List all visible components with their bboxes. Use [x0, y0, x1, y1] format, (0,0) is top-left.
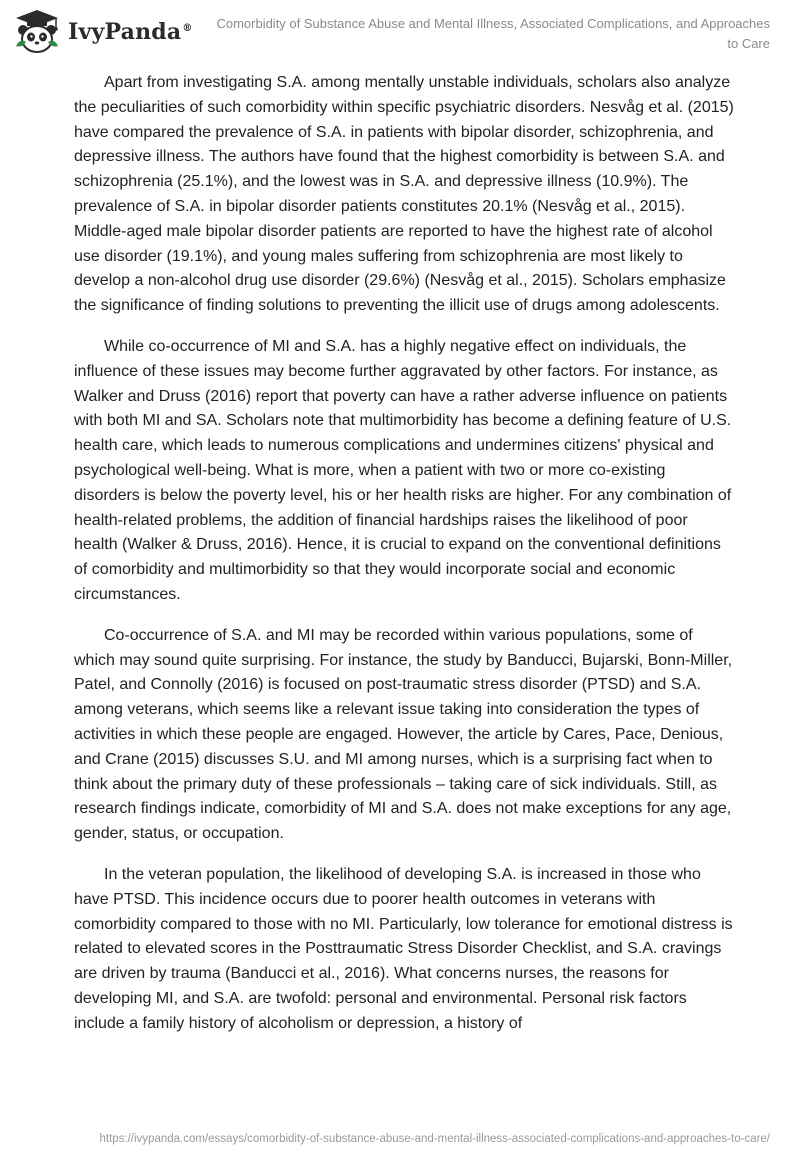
paragraph: In the veteran population, the likelihood of developing S.A. is increased in those who have PTSD. This incidence occurs due to poorer health outcomes in veterans with comorbidity compared to those with no MI. Particularly, low tolerance for emotional distress is related to elevated scores in the Posttraumatic Stress Disorder Checklist, and S.A. cravings are driven by trauma (Banducci et al., 2016). What concerns nurses, the reasons for developing MI, and S.A. are twofold: personal and environmental. Personal risk factors include a family history of alcoholism or depression, a history of [74, 865, 733, 1032]
logo-text: IvyPanda [68, 19, 182, 45]
registered-mark: ® [182, 22, 193, 34]
essay-body [74, 71, 734, 1052]
page-header [0, 0, 800, 60]
paragraph: Apart from investigating S.A. among mentally unstable individuals, scholars also analyze the peculiarities of such comorbidity within specific psychiatric disorders. Nesvåg et al. (2015) have compared the prevalence of S.A. in patients with bipolar disorder, schizophrenia, and depressive illness. The authors have found that the highest comorbidity is between S.A. and schizophrenia (25.1%), and the lowest was in S.A. and depressive illness (10.9%). The prevalence of S.A. in bipolar disorder patients constitutes 20.1% (Nesvåg et al., 2015). Middle-aged male bipolar disorder patients are reported to have the highest rate of alcohol use disorder (19.1%), and young males suffering from schizophrenia are most likely to develop a non-alcohol drug use disorder (29.6%) (Nesvåg et al., 2015). Scholars emphasize the significance of finding solutions to preventing the illicit use of drugs among adolescents. [74, 74, 734, 315]
document-title: Comorbidity of Substance Abuse and Mental Illness, Associated Complications, and Approaches to Care [216, 16, 770, 51]
paragraph: While co-occurrence of MI and S.A. has a highly negative effect on individuals, the influence of these issues may become further aggravated by other factors. For instance, as Walker and Druss (2016) report that poverty can have a rather adverse influence on patients with both MI and SA. Scholars note that multimorbidity has become a defining feature of U.S. health care, which leads to numerous complications and undermines citizens' physical and psychological well-being. What is more, when a patient with two or more co-existing disorders is below the poverty level, his or her health risks are higher. For any combination of health-related problems, the addition of financial hardships raises the likelihood of poor health (Walker & Druss, 2016). Hence, it is crucial to expand on the conventional definitions of comorbidity and multimorbidity so that they would incorporate social and economic circumstances. [74, 337, 732, 603]
source-url[interactable]: https://ivypanda.com/essays/comorbidity-of-substance-abuse-and-mental-illness-associated-complications-and-approaches-to-care/ [99, 1133, 770, 1145]
paragraph: Co-occurrence of S.A. and MI may be recorded within various populations, some of which may sound quite surprising. For instance, the study by Banducci, Bujarski, Bonn-Miller, Patel, and Connolly (2016) is focused on post-traumatic stress disorder (PTSD) and S.A. among veterans, which seems like a relevant issue taking into consideration the types of activities in which these people are engaged. However, the article by Cares, Pace, Denious, and Crane (2015) discusses S.U. and MI among nurses, which is a surprising fact when to think about the primary duty of these professionals – taking care of sick individuals. Still, as research findings indicate, comorbidity of MI and S.A. does not make exceptions for any age, gender, status, or occupation. [74, 626, 733, 843]
logo-wordmark [68, 19, 193, 45]
ivypanda-logo[interactable] [12, 8, 193, 56]
panda-graduate-icon [12, 8, 62, 56]
